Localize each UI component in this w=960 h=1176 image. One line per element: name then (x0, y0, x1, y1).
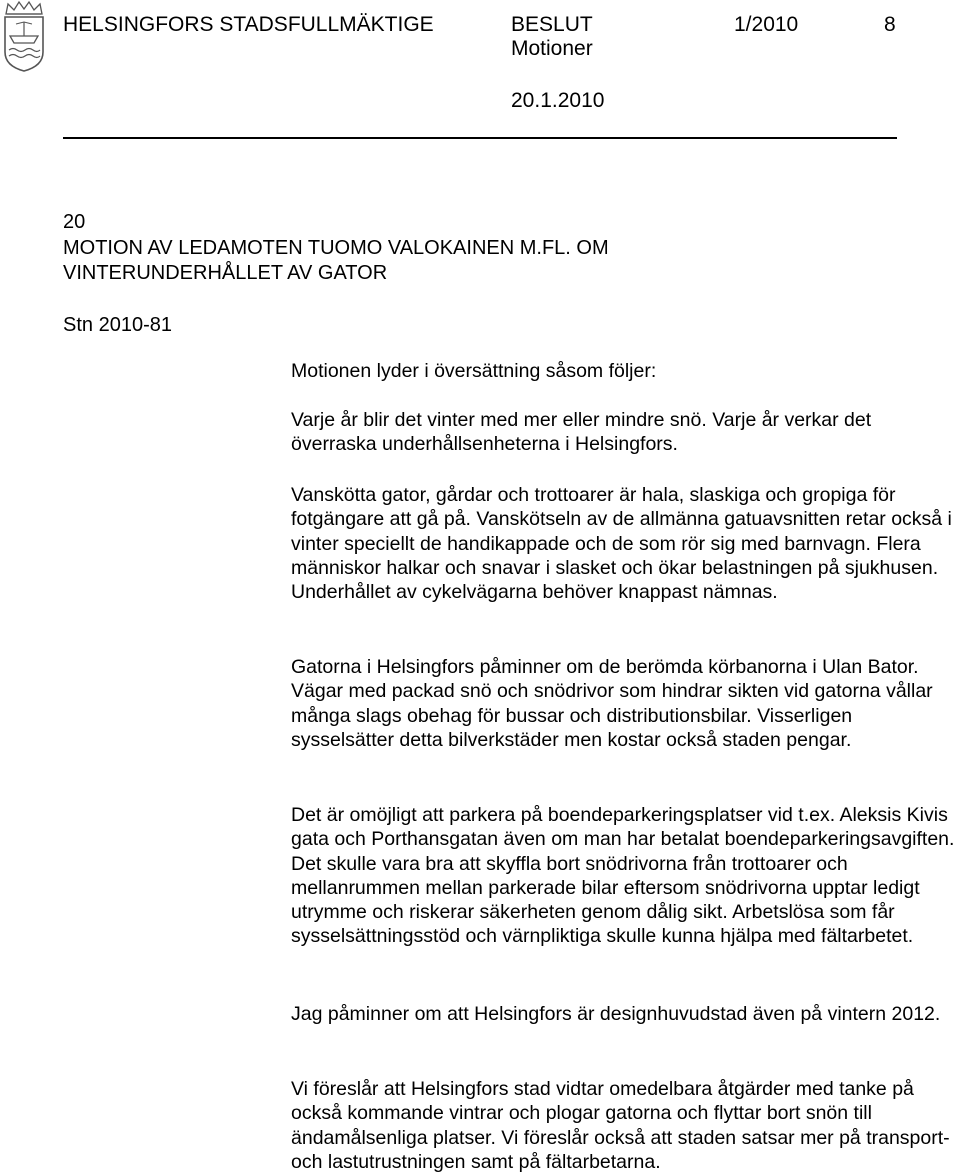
motion-title-line-1: MOTION AV LEDAMOTEN TUOMO VALOKAINEN M.FL. OM (63, 237, 609, 259)
paragraph-5: Jag påminner om att Helsingfors är designhuvudstad även på vintern 2012. (291, 1003, 941, 1025)
paragraph-4: Det är omöjligt att parkera på boendeparkeringsplatser vid t.ex. Aleksis Kivis gata och Porthansgatan även om man har betalat boendeparkeringsavgiften. Det skulle vara bra att skyffla bort snödrivorna från trottoarer och mellanrummen mellan parkerade bilar eftersom snödrivorna upptar ledigt utrymme och riskerar säkerheten genom dålig sikt. Arbetslösa som får sysselsättningsstöd och värnpliktiga skulle kunna hjälpa med fältarbetet. (291, 804, 955, 948)
page-number: 8 (884, 13, 896, 36)
paragraph-2: Vanskötta gator, gårdar och trottoarer är hala, slaskiga och gropiga för fotgängare att gå på. Vanskötseln av de allmänna gatuavsnitten retar också i vinter speciellt de handikappade och de som rör sig med barnvagn. Flera människor halkar och snavar i slasket och ökar belastningen på sjukhusen. Underhållet av cykelvägarna behöver knappast nämnas. (291, 484, 952, 604)
intro-line: Motionen lyder i översättning såsom följer: (291, 360, 657, 382)
organization-name: HELSINGFORS STADSFULLMÄKTIGE (63, 13, 434, 36)
paragraph-1: Varje år blir det vinter med mer eller mindre snö. Varje år verkar det överraska underhållsenheterna i Helsingfors. (291, 409, 872, 456)
document-type: BESLUT (511, 13, 593, 36)
motion-number: 20 (63, 211, 86, 233)
section-name: Motioner (511, 37, 593, 60)
city-coat-of-arms-icon (2, 0, 46, 72)
meeting-date: 20.1.2010 (511, 89, 605, 112)
paragraph-6: Vi föreslår att Helsingfors stad vidtar omedelbara åtgärder med tanke på också kommande vintrar och plogar gatorna och flyttar bort snön till ändamålsenliga platser. Vi föreslår också att staden satsar mer på transport- och lastutrustningen samt på fältarbetarna. (291, 1078, 950, 1173)
motion-title-line-2: VINTERUNDERHÅLLET AV GATOR (63, 262, 388, 284)
motion-reference: Stn 2010-81 (63, 314, 172, 336)
header-divider (63, 137, 897, 139)
paragraph-3: Gatorna i Helsingfors påminner om de berömda körbanorna i Ulan Bator. Vägar med packad snö och snödrivor som hindrar sikten vid gatorna vållar många slags obehag för bussar och distributionsbilar. Visserligen sysselsätter detta bilverkstäder men kostar också staden pengar. (291, 656, 933, 751)
document-number: 1/2010 (734, 13, 799, 36)
